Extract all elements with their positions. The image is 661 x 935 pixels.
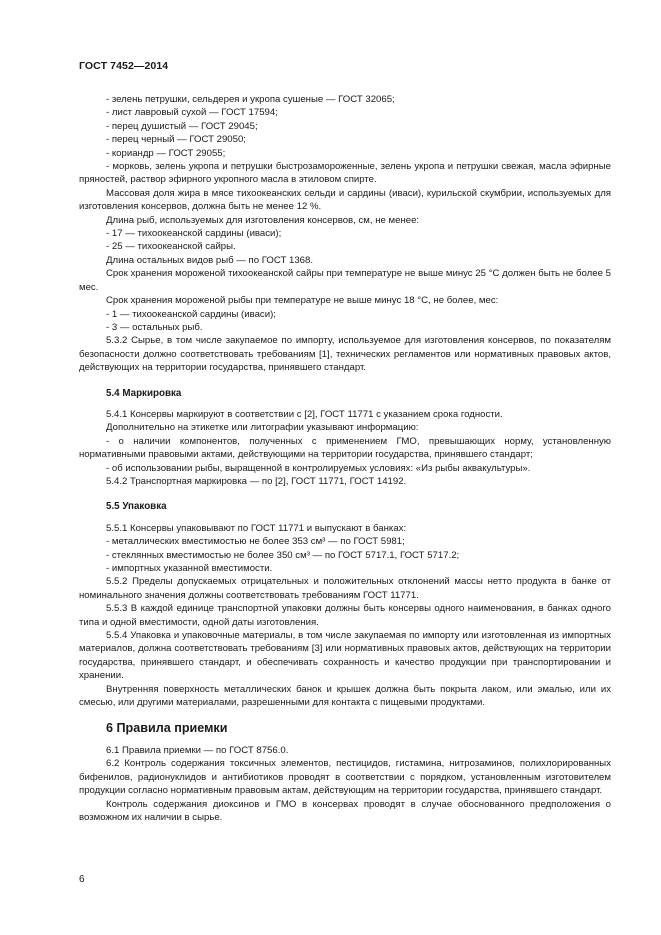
list-item: - стеклянных вместимостью не более 350 см³ — по ГОСТ 5717.1, ГОСТ 5717.2;	[106, 549, 460, 561]
clause-6-1: 6.1 Правила приемки — по ГОСТ 8756.0.	[106, 744, 289, 756]
list-item: - лист лавровый сухой — ГОСТ 17594;	[106, 107, 278, 119]
paragraph: Срок хранения мороженой тихоокеанской сайры при температуре не выше минус 25 °С должен быть не более 5 мес.	[79, 268, 611, 293]
clause-5-3-2: 5.3.2 Сырье, в том числе закупаемое по импорту, используемое для изготовления консервов, по показателям безопасности должно соответствовать требованиям [1], технических регламентов или нормативных правовых актов, действующих на территории государства, принявшего стандарт.	[79, 335, 611, 374]
clause-5-5-3: 5.5.3 В каждой единице транспортной упаковки должны быть консервы одного наименования, в банках одного типа и одной вместимости, одной даты изготовления.	[79, 603, 611, 628]
list-item: - 3 — остальных рыб.	[106, 321, 203, 333]
paragraph: Внутренняя поверхность металлических банок и крышек должна быть покрыта лаком, или эмалью, или их смесью, или другими материалами, разрешенными для контакта с пищевыми продуктами.	[79, 683, 611, 709]
section-5-4-title: 5.4 Маркировка	[106, 387, 182, 399]
document-body	[79, 93, 611, 824]
standard-header: ГОСТ 7452—2014	[79, 60, 169, 72]
list-item: - перец черный — ГОСТ 29050;	[106, 134, 246, 146]
list-item: - зелень петрушки, сельдерея и укропа сушеные — ГОСТ 32065;	[106, 94, 395, 105]
list-item: - 25 — тихоокеанской сайры.	[106, 241, 236, 253]
clause-5-4-2: 5.4.2 Транспортная маркировка — по [2], ГОСТ 11771, ГОСТ 14192.	[106, 475, 407, 487]
paragraph: Контроль содержания диоксинов и ГМО в консервах проводят в случае обоснованного предположения о возможном их наличии в сырье.	[79, 798, 611, 823]
paragraph: Дополнительно на этикетке или литографии указывают информацию:	[106, 422, 419, 434]
list-item: - перец душистый — ГОСТ 29045;	[106, 120, 258, 132]
paragraph: Массовая доля жира в мясе тихоокеанских сельди и сардины (иваси), курильской скумбрии, используемых для изготовления консервов, должна быть не менее 12 %.	[79, 187, 611, 213]
clause-5-5-2: 5.5.2 Пределы допускаемых отрицательных и положительных отклонений массы нетто продукта в банке от номинального значения должны соответствовать требованиям ГОСТ 11771.	[79, 576, 611, 601]
clause-5-5-4: 5.5.4 Упаковка и упаковочные материалы, в том числе закупаемая по импорту или изготовленная из импортных материалов, должна соответствовать требованиям [3] или нормативных правовых актов, действующих на территории государства, принявшего стандарт, и обеспечивать сохранность и качество продукции при транспортировании и хранении.	[79, 630, 611, 682]
list-item: - кориандр — ГОСТ 29055;	[106, 147, 226, 159]
section-5-5-title: 5.5 Упаковка	[106, 501, 167, 513]
section-6-title: 6 Правила приемки	[106, 721, 228, 736]
list-item: - 1 — тихоокеанской сардины (иваси);	[106, 308, 276, 320]
paragraph: Срок хранения мороженой рыбы при температуре не выше минус 18 °С, не более, мес:	[106, 295, 499, 307]
clause-6-2: 6.2 Контроль содержания токсичных элементов, пестицидов, гистамина, нитрозаминов, полихлорированных бифенилов, радионуклидов и антибиотиков проводят в соответствии с порядком, установленным изготовителем продукции согласно нормативным правовым актам, действующим на территории государства, принявшего стандарт.	[79, 758, 611, 797]
list-item: - морковь, зелень укропа и петрушки быстрозамороженные, зелень укропа и петрушки свежая, масла эфирные пряностей, раствор эфирного укропного масла в этиловом спирте.	[79, 161, 611, 186]
list-item: - об использовании рыбы, выращенной в контролируемых условиях: «Из рыбы аквакультуры».	[106, 462, 531, 474]
list-item: - металлических вместимостью не более 353 см³ — по ГОСТ 5981;	[106, 536, 405, 548]
list-item: - импортных указанной вместимости.	[106, 563, 273, 574]
paragraph: Длина рыб, используемых для изготовления консервов, см, не менее:	[106, 214, 420, 226]
page-number: 6	[79, 874, 85, 885]
paragraph: Длина остальных видов рыб — по ГОСТ 1368.	[106, 254, 314, 266]
list-item: - о наличии компонентов, полученных с применением ГМО, превышающих норму, установленную нормативными правовыми актами, действующими на территории государства, принявшего стандарт;	[79, 435, 611, 461]
clause-5-4-1: 5.4.1 Консервы маркируют в соответствии с [2], ГОСТ 11771 с указанием срока годности.	[106, 408, 503, 420]
list-item: - 17 — тихоокеанской сардины (иваси);	[106, 228, 282, 240]
clause-5-5-1: 5.5.1 Консервы упаковывают по ГОСТ 11771 и выпускают в банках:	[106, 522, 407, 534]
